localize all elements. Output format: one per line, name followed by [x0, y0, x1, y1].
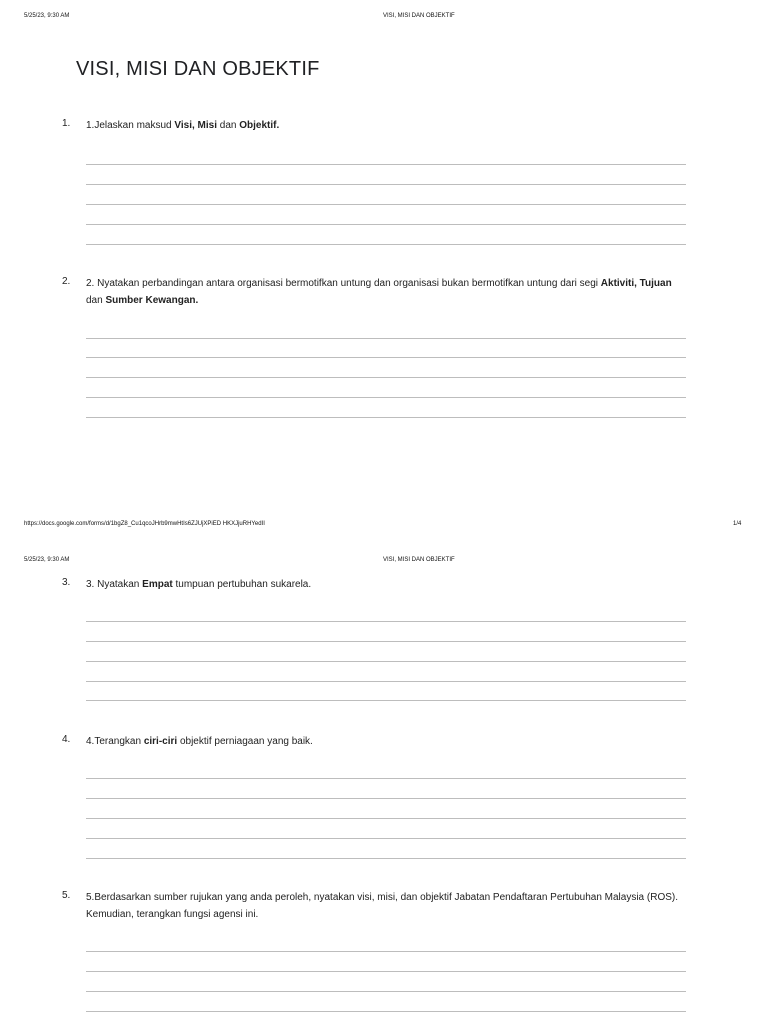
answer-line [86, 184, 686, 185]
answer-line [86, 641, 686, 642]
form-title: VISI, MISI DAN OBJEKTIF [76, 58, 320, 80]
question-number: 1. [62, 118, 71, 129]
answer-line [86, 661, 686, 662]
answer-line [86, 858, 686, 859]
question-text: 5.Berdasarkan sumber rujukan yang anda peroleh, nyatakan visi, misi, dan objektif Jabatan Pendaftaran Pertubuhan Malaysia (ROS). Kemudian, terangkan fungsi agensi ini. [86, 892, 679, 920]
question-text: 2. Nyatakan perbandingan antara organisasi bermotifkan untung dan organisasi bukan bermotifkan untung dari segi Aktiviti, Tujuan dan Sumber Kewangan. [86, 278, 672, 306]
question-number: 2. [62, 276, 71, 287]
question-number: 5. [62, 890, 71, 901]
answer-line [86, 338, 686, 339]
question-number: 4. [62, 734, 71, 745]
answer-line [86, 244, 686, 245]
print-header-title: VISI, MISI DAN OBJEKTIF [383, 557, 455, 563]
question-text: 3. Nyatakan Empat tumpuan pertubuhan sukarela. [86, 579, 312, 590]
question-text: 4.Terangkan ciri-ciri objektif perniagaan yang baik. [86, 736, 313, 747]
answer-line [86, 798, 686, 799]
answer-line [86, 818, 686, 819]
print-footer-url: https://docs.google.com/forms/d/1bgZ8_Cu1qcoJHrb9mwHtIs6ZJUjXPiED HKXJjuRHYedII [24, 521, 265, 527]
question-text: 1.Jelaskan maksud Visi, Misi dan Objektif. [86, 120, 280, 131]
answer-line [86, 377, 686, 378]
answer-line [86, 778, 686, 779]
answer-line [86, 204, 686, 205]
answer-line [86, 700, 686, 701]
print-header-datetime: 5/25/23, 9:30 AM [24, 557, 70, 563]
print-footer-page-number: 1/4 [733, 521, 742, 527]
answer-line [86, 951, 686, 952]
answer-line [86, 357, 686, 358]
question-number: 3. [62, 577, 71, 588]
answer-line [86, 1011, 686, 1012]
answer-line [86, 838, 686, 839]
answer-line [86, 164, 686, 165]
answer-line [86, 991, 686, 992]
answer-line [86, 971, 686, 972]
answer-line [86, 397, 686, 398]
answer-line [86, 621, 686, 622]
answer-line [86, 681, 686, 682]
print-header-title: VISI, MISI DAN OBJEKTIF [383, 13, 455, 19]
answer-line [86, 224, 686, 225]
answer-line [86, 417, 686, 418]
print-header-datetime: 5/25/23, 9:30 AM [24, 13, 70, 19]
